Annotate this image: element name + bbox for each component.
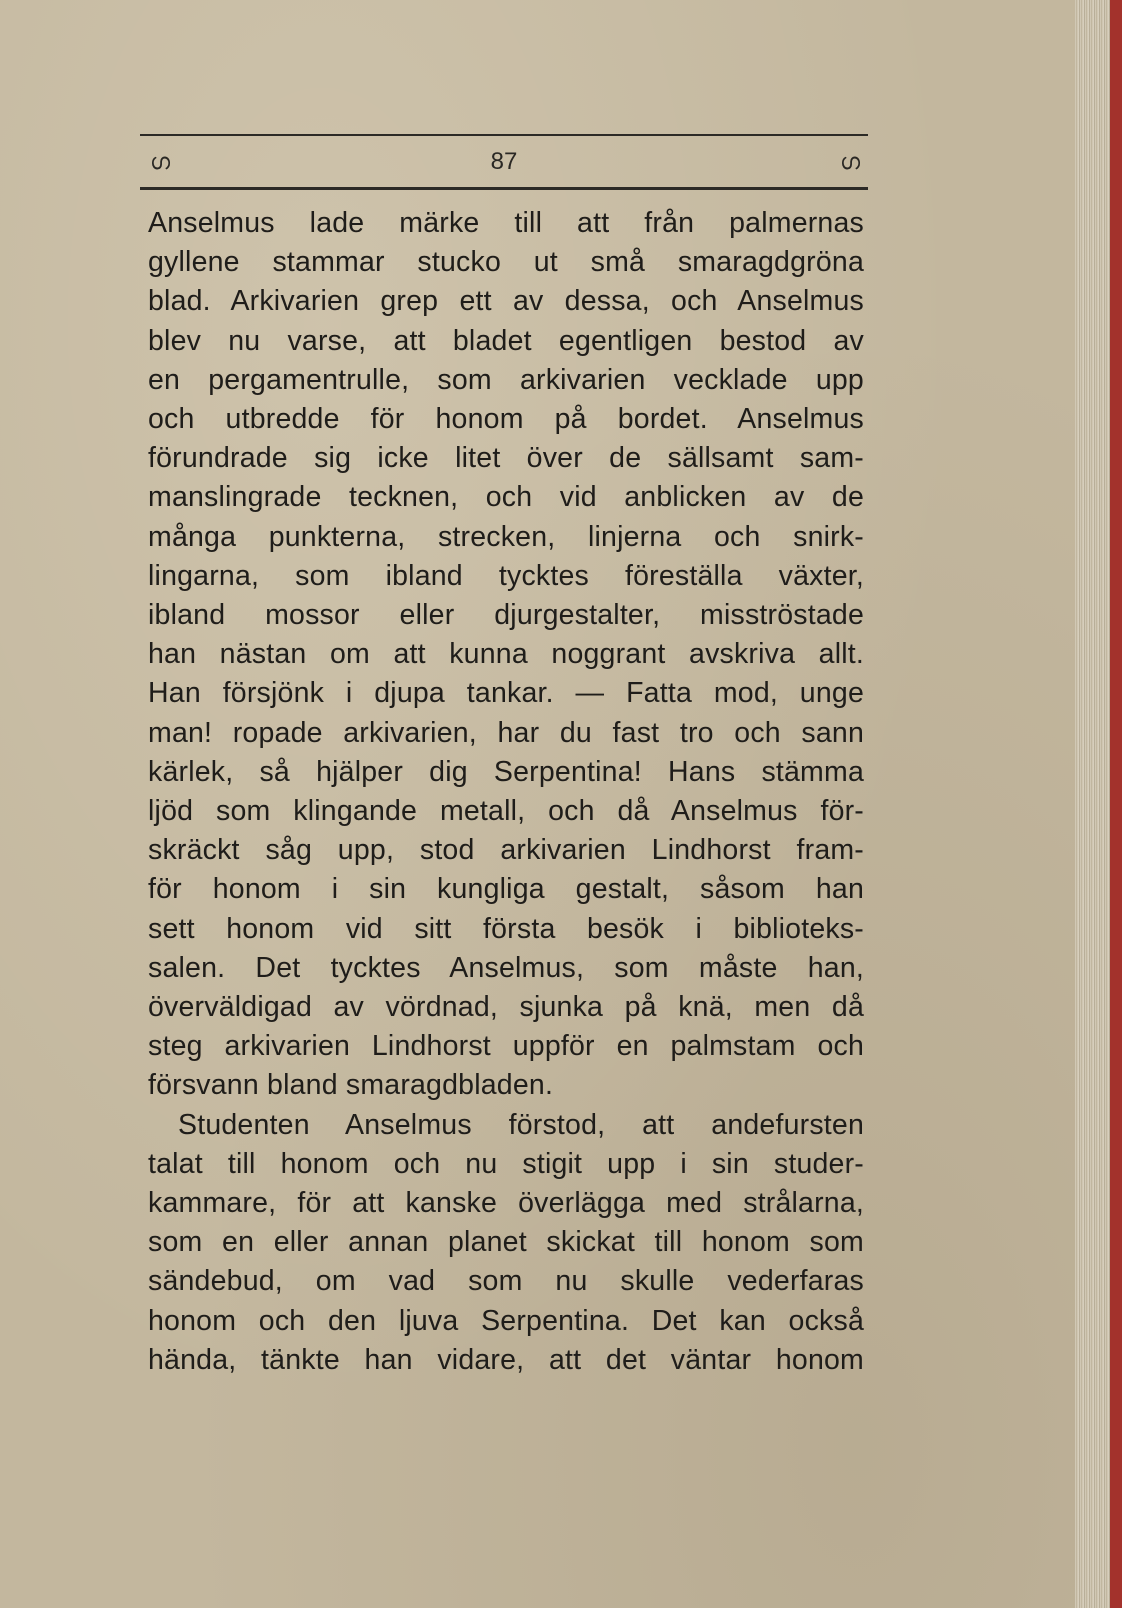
text-line: lingarna, som ibland tycktes föreställa växter, (148, 559, 864, 592)
text-line: ibland mossor eller djurgestalter, misströstade (148, 599, 864, 632)
header-ornament-right: ഗ (839, 150, 860, 175)
paragraph-2 (148, 1106, 864, 1380)
text-line: steg arkivarien Lindhorst uppför en palmstam och (148, 1030, 864, 1063)
paragraph-1 (148, 204, 864, 1106)
text-line: han nästan om att kunna noggrant avskriva allt. (148, 638, 864, 671)
text-line: talat till honom och nu stigit upp i sin studer- (148, 1147, 864, 1180)
text-line: en pergamentrulle, som arkivarien vecklade upp (148, 363, 864, 396)
text-line: Studenten Anselmus förstod, att andefursten (178, 1108, 864, 1141)
text-line: försvann bland smaragdbladen. (148, 1069, 554, 1102)
text-line: blev nu varse, att bladet egentligen bestod av (148, 324, 864, 357)
text-line: Anselmus lade märke till att från palmernas (148, 207, 864, 239)
text-line: sändebud, om vad som nu skulle vederfaras (148, 1265, 864, 1298)
text-line: kärlek, så hjälper dig Serpentina! Hans stämma (148, 755, 864, 788)
text-line: blad. Arkivarien grep ett av dessa, och Anselmus (148, 285, 864, 318)
text-line: förundrade sig icke litet över de sällsamt sam- (148, 442, 864, 475)
running-header (140, 134, 868, 190)
text-line: man! ropade arkivarien, har du fast tro och sann (148, 716, 864, 749)
body-text (148, 204, 864, 1380)
text-line: skräckt såg upp, stod arkivarien Lindhorst fram- (148, 834, 864, 867)
text-line: gyllene stammar stucko ut små smaragdgröna (148, 246, 864, 279)
text-line: många punkterna, strecken, linjerna och snirk- (148, 520, 864, 553)
header-rule-bottom (140, 187, 868, 190)
book-cover-edge (1110, 0, 1122, 1608)
text-line: sett honom vid sitt första besök i biblioteks- (148, 912, 864, 945)
text-line: och utbredde för honom på bordet. Anselmus (148, 403, 864, 436)
header-rule-top (140, 134, 868, 136)
text-line: salen. Det tycktes Anselmus, som måste han, (148, 951, 864, 984)
text-line: honom och den ljuva Serpentina. Det kan också (148, 1304, 864, 1337)
text-line: ljöd som klingande metall, och då Anselmus för- (148, 795, 864, 828)
text-line: överväldigad av vördnad, sjunka på knä, men då (148, 991, 864, 1024)
text-line: som en eller annan planet skickat till honom som (148, 1226, 864, 1259)
text-line: för honom i sin kungliga gestalt, såsom han (148, 873, 864, 906)
text-line: manslingrade tecknen, och vid anblicken av de (148, 481, 864, 514)
page-number: 87 (490, 148, 518, 175)
text-line: Han försjönk i djupa tankar. — Fatta mod, unge (148, 677, 864, 710)
text-line: kammare, för att kanske överlägga med strålarna, (148, 1187, 864, 1220)
text-line: hända, tänkte han vidare, att det väntar honom (148, 1343, 864, 1376)
header-ornament-left: ഗ (150, 150, 171, 175)
